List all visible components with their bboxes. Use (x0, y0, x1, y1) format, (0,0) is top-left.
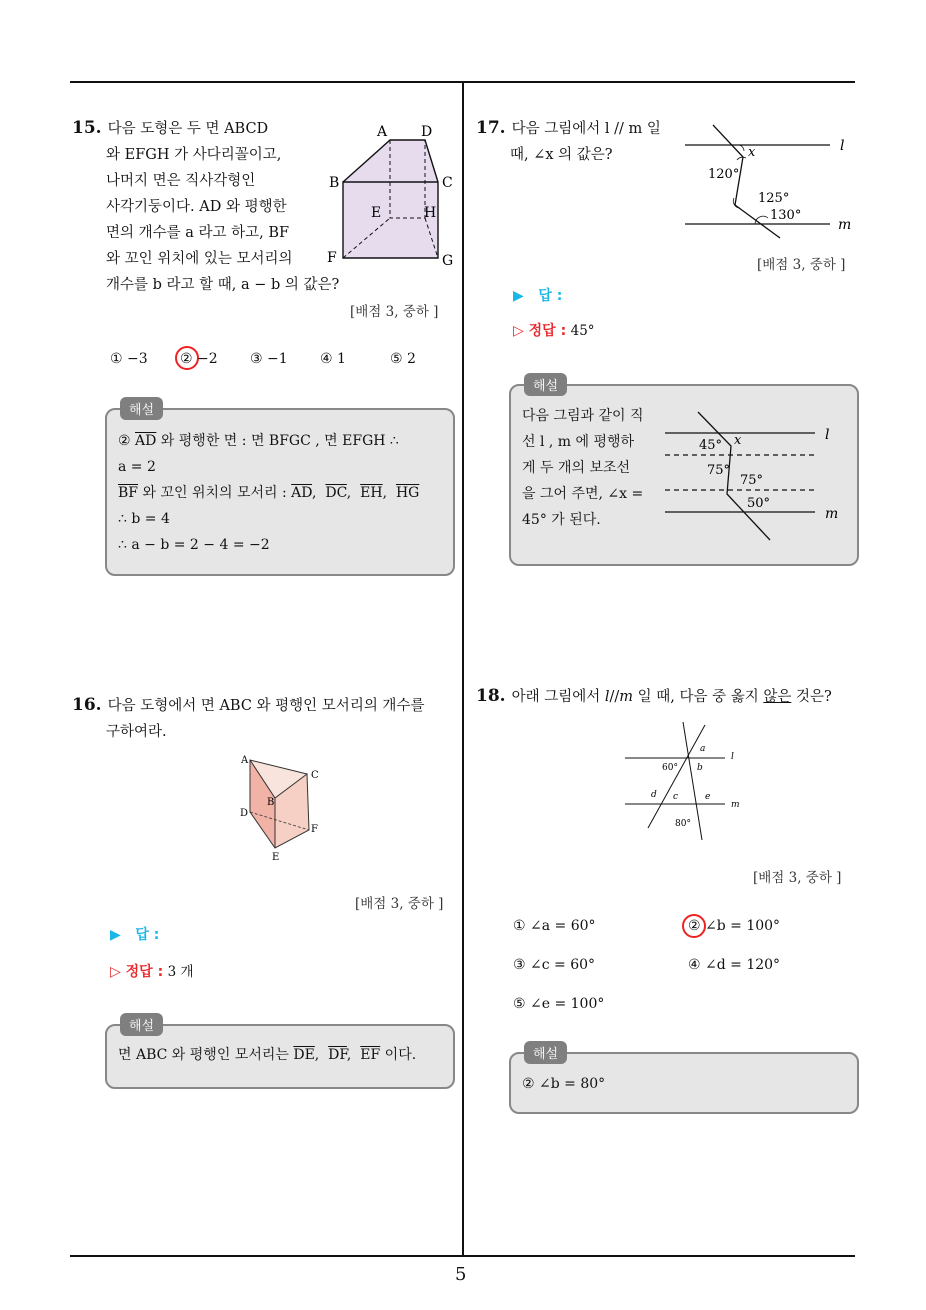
q16-correct-label: 정답 : (125, 964, 164, 980)
q16-label-D: D (240, 808, 249, 819)
q15-exp-line-4: ∴ b = 4 (118, 511, 170, 527)
q15-meta: [배점 3, 중하 ] (350, 304, 439, 320)
q18-choice-1[interactable]: ① ∠a = 60° (513, 918, 596, 934)
q16-explanation-label: 해설 (120, 1013, 163, 1036)
q17-correct-value: 45° (570, 323, 595, 339)
q17-question (476, 115, 676, 168)
q16-answer-label: 답 : (135, 927, 160, 943)
q15-line-3: 나머지 면은 직사각형인 (106, 173, 256, 189)
q17-exp-label-75b: 75° (740, 473, 764, 488)
q17-exp-label-75a: 75° (707, 463, 731, 478)
q16-explanation-text: 면 ABC 와 평행인 모서리는 $\overline{DE}$, $\overline{DF}$, $\overline{EF}$ 이다. (118, 1047, 417, 1063)
q16-label-A: A (241, 755, 249, 766)
q16-label-F: F (311, 824, 318, 835)
q17-exp-line-5: 45° 가 된다. (522, 512, 601, 528)
q17-label-x: x (748, 145, 756, 160)
q17-exp-label-x: x (734, 433, 742, 448)
q17-explanation-text (522, 403, 662, 533)
q15-number: 15. (72, 118, 102, 138)
q17-correct-label: 정답 : (528, 323, 567, 339)
q18-label-c: c (673, 792, 679, 802)
bottom-rule (70, 1255, 855, 1257)
q17-exp-label-l: l (825, 427, 830, 443)
q18-label-d: d (651, 790, 657, 800)
q15-line-4: 사각기둥이다. AD 와 평행한 (106, 199, 287, 215)
q18-label-80: 80° (675, 819, 691, 829)
q18-label-60: 60° (662, 763, 678, 773)
q16-line-2: 구하여라. (106, 724, 167, 740)
q16-answer-arrow-icon: ▶ (110, 927, 136, 943)
center-divider (462, 83, 464, 1256)
q18-label-e: e (705, 792, 711, 802)
q17-explanation-label: 해설 (524, 373, 567, 396)
q18-label-m: m (731, 800, 740, 810)
q15-explanation-text (118, 428, 448, 558)
q16-correct-arrow-icon: ▷ (110, 964, 126, 980)
q18-choice-4[interactable]: ④ ∠d = 120° (688, 957, 781, 973)
q17-answer-row (513, 285, 562, 305)
q16-label-B: B (267, 797, 275, 808)
q18-angle-figure (620, 720, 750, 845)
q15-label-E: E (371, 205, 382, 221)
q15-label-C: C (442, 175, 453, 191)
q18-explanation-text: ② ∠b = 80° (522, 1076, 606, 1092)
q15-choice-5[interactable]: ⑤ 2 (390, 351, 416, 367)
q15-label-B: B (329, 175, 340, 191)
q17-exp-label-m: m (825, 506, 839, 522)
q16-correct-row (110, 960, 194, 981)
q17-label-m: m (838, 217, 852, 233)
q15-question (72, 115, 340, 298)
q17-angle-figure (680, 120, 860, 245)
q16-label-C: C (311, 770, 319, 781)
q15-line-6: 와 꼬인 위치에 있는 모서리의 (106, 251, 293, 267)
q18-explanation-label: 해설 (524, 1041, 567, 1064)
q15-label-G: G (442, 253, 454, 269)
q17-explanation-figure (665, 408, 845, 544)
page-number: 5 (455, 1264, 467, 1285)
q15-line-5: 면의 개수를 a 라고 하고, BF (106, 225, 290, 241)
q15-label-D: D (421, 124, 433, 140)
q16-answer-row (110, 924, 159, 944)
q17-answer-arrow-icon: ▶ (513, 288, 539, 304)
q18-label-a: a (700, 744, 706, 754)
q15-line-2: 와 EFGH 가 사다리꼴이고, (106, 147, 282, 163)
q17-exp-label-50: 50° (747, 496, 771, 511)
q17-exp-line-3: 게 두 개의 보조선 (522, 460, 631, 476)
q17-exp-line-2: 선 l , m 에 평행하 (522, 434, 635, 450)
q17-label-l: l (840, 138, 845, 154)
q17-line-1: 다음 그림에서 l // m 일 (511, 121, 661, 137)
q17-number: 17. (476, 118, 506, 138)
q16-meta: [배점 3, 중하 ] (355, 896, 444, 912)
q17-exp-line-4: 을 그어 주면, ∠x = (522, 486, 644, 502)
q15-prism-figure (325, 120, 460, 270)
q15-label-H: H (424, 205, 437, 221)
q16-number: 16. (72, 695, 102, 715)
q17-label-130: 130° (770, 208, 802, 223)
q18-number: 18. (476, 686, 506, 706)
q17-exp-label-45: 45° (699, 438, 723, 453)
q15-exp-line-1: ② $\overline{AD}$ 와 평행한 면 : 면 BFGC , 면 EFGH ∴ (118, 433, 399, 449)
q18-label-b: b (697, 763, 703, 773)
q15-choice-3[interactable]: ③ −1 (250, 351, 288, 367)
q17-meta: [배점 3, 중하 ] (757, 257, 846, 273)
q17-line-2: 때, ∠x 의 값은? (510, 147, 613, 163)
q15-choice-2[interactable]: ② −2 (180, 351, 218, 367)
q15-line-1: 다음 도형은 두 면 ABCD (107, 121, 269, 137)
q17-correct-arrow-icon: ▷ (513, 323, 529, 339)
q18-question: 18. 아래 그림에서 l//m 일 때, 다음 중 옳지 않은 것은? (476, 686, 832, 706)
q17-label-125: 125° (758, 191, 790, 206)
q15-label-A: A (377, 124, 388, 140)
q16-correct-value: 3 개 (167, 964, 194, 980)
q15-exp-line-3: $\overline{BF}$ 와 꼬인 위치의 모서리 : $\overline{AD}$, $\overline{DC}$, $\overline{EH}$, $\overline{HG}$ (118, 485, 420, 501)
q18-choice-3[interactable]: ③ ∠c = 60° (513, 957, 596, 973)
q15-explanation-label: 해설 (120, 397, 163, 420)
q17-label-120: 120° (708, 167, 740, 182)
q15-exp-line-2: a = 2 (118, 459, 156, 475)
q17-exp-line-1: 다음 그림과 같이 직 (522, 408, 644, 424)
q15-line-7: 개수를 b 라고 할 때, a − b 의 값은? (106, 277, 340, 293)
q16-label-E: E (272, 852, 280, 863)
q18-label-l: l (731, 752, 734, 762)
q17-answer-label: 답 : (538, 288, 563, 304)
q17-correct-row (513, 320, 595, 340)
q16-question (72, 692, 457, 745)
q18-choice-2[interactable]: ② ∠b = 100° (688, 918, 781, 934)
q16-line-1: 다음 도형에서 면 ABC 와 평행인 모서리의 개수를 (107, 698, 425, 714)
q15-label-F: F (327, 250, 337, 266)
q15-choice-1[interactable]: ① −3 (110, 351, 148, 367)
q15-choice-4[interactable]: ④ 1 (320, 351, 346, 367)
q15-exp-line-5: ∴ a − b = 2 − 4 = −2 (118, 537, 270, 553)
q18-meta: [배점 3, 중하 ] (753, 870, 842, 886)
q16-prism-figure (235, 752, 330, 864)
q18-choice-5[interactable]: ⑤ ∠e = 100° (513, 996, 605, 1012)
